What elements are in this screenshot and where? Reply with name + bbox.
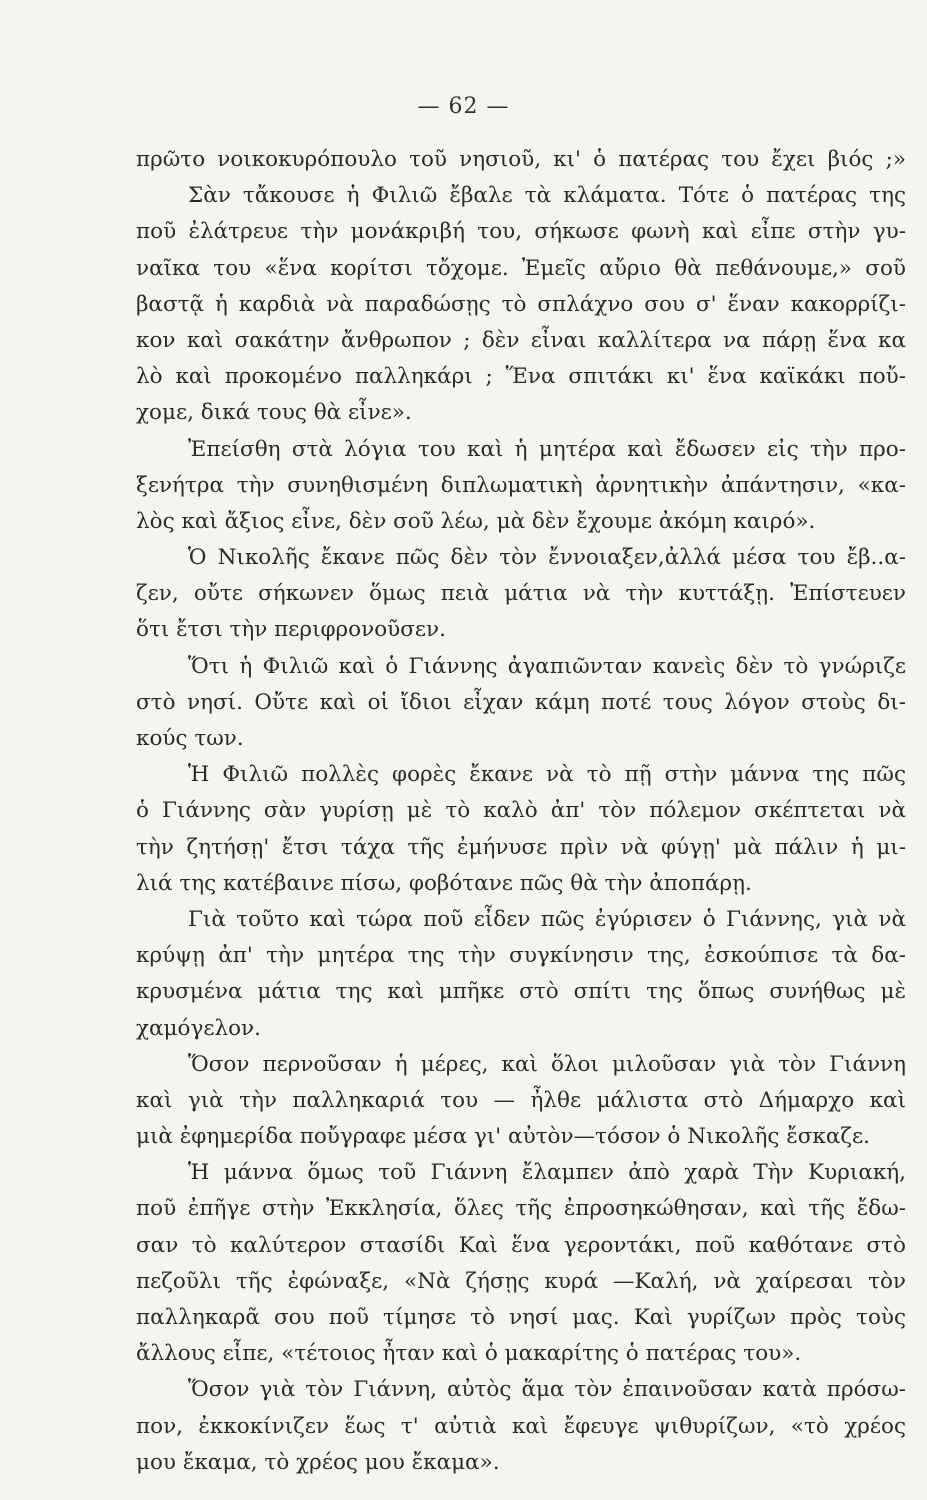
text-line: Σὰν τἄκουσε ἡ Φιλιῶ ἔβαλε τὰ κλάματα. Τότε ὁ πατέρας της (188, 183, 906, 209)
text-line: στὸ νησί. Οὔτε καὶ οἱ ἴδιοι εἶχαν κάμη ποτέ τους λόγον στοὺς δι- (136, 689, 906, 715)
text-line: ἄλλους εἶπε, «τέτοιος ἦταν καὶ ὁ μακαρίτης ὁ πατέρας του». (136, 1341, 802, 1367)
text-line: λὸ καὶ προκομένο παλληκάρι ; Ἕνα σπιτάκι κι' ἕνα καϊκάκι ποὔ- (136, 364, 906, 390)
text-line: ξενήτρα τὴν συνηθισμένη διπλωματικὴ ἀρνητικὴν ἀπάντησιν, «κα- (136, 472, 906, 498)
text-line: παλληκαρᾶ σου ποῦ τίμησε τὸ νησί μας. Καὶ γυρίζων πρὸς τοὺς (136, 1305, 906, 1330)
text-line: κούς των. (136, 726, 244, 751)
text-line: κρύψῃ ἀπ' τὴν μητέρα της τὴν συγκίνησιν της, ἐσκούπισε τὰ δα- (136, 943, 906, 969)
text-line: Ἡ μάννα ὅμως τοῦ Γιάννη ἔλαμπεν ἀπὸ χαρὰ Τὴν Κυριακή, (188, 1160, 906, 1186)
text-line: ποῦ ἐπῆγε στὴν Ἐκκλησία, ὅλες τῆς ἐπροσηκώθησαν, καὶ τῆς ἔδω- (136, 1196, 906, 1222)
text-line: βαστᾷ ἡ καρδιὰ νὰ παραδώσῃς τὸ σπλάχνο σου σ' ἕναν κακορρίζι- (136, 291, 906, 317)
text-line: μου ἔκαμα, τὸ χρέος μου ἔκαμα». (136, 1449, 500, 1475)
text-line: ναῖκα του «ἕνα κορίτσι τὄχομε. Ἐμεῖς αὔριο θὰ πεθάνουμε,» σοῦ (136, 255, 906, 281)
text-line: Γιὰ τοῦτο καὶ τώρα ποῦ εἶδεν πῶς ἐγύρισεν ὁ Γιάννης, γιὰ νὰ (188, 906, 906, 932)
body-text (136, 142, 906, 1481)
text-line: λιά της κατέβαινε πίσω, φοβότανε πῶς θὰ τὴν ἀποπάρῃ. (136, 870, 752, 896)
text-line: Ἐπείσθη στὰ λόγια του καὶ ἡ μητέρα καὶ ἔδωσεν εἰς τὴν προ- (188, 436, 906, 462)
text-line: Ὅτι ἡ Φιλιῶ καὶ ὁ Γιάννης ἀγαπιῶνταν κανεὶς δὲν τὸ γνώριζε (188, 653, 906, 679)
text-line: Ὅσον περνοῦσαν ἡ μέρες, καὶ ὅλοι μιλοῦσαν γιὰ τὸν Γιάννη (188, 1051, 906, 1077)
text-line: πρῶτο νοικοκυρόπουλο τοῦ νησιοῦ, κι' ὁ πατέρας του ἔχει βιός ;» (136, 147, 906, 172)
text-line: κον καὶ σακάτην ἄνθρωπον ; δὲν εἶναι καλλίτερα να πάρῃ ἕνα κα (136, 327, 906, 353)
text-line: Ἡ Φιλιῶ πολλὲς φορὲς ἔκανε νὰ τὸ πῇ στὴν μάννα της πῶς (188, 762, 906, 788)
text-line: ὁ Γιάννης σὰν γυρίσῃ μὲ τὸ καλὸ ἀπ' τὸν πόλεμον σκέπτεται νὰ (136, 798, 906, 824)
text-line: Ὅσον γιὰ τὸν Γιάννη, αὐτὸς ἅμα τὸν ἐπαινοῦσαν κατὰ πρόσω- (188, 1377, 906, 1403)
text-line: Ὁ Νικολῆς ἔκανε πῶς δὲν τὸν ἔννοιαξεν,ἀλλά μέσα του ἔβ..α- (188, 545, 906, 571)
text-line: ποῦ ἐλάτρευε τὴν μονάκριβή του, σήκωσε φωνὴ καὶ εἶπε στὴν γυ- (136, 219, 906, 245)
text-line: χαμόγελον. (136, 1015, 261, 1041)
text-line: πεζοῦλι τῆς ἐφώναξε, «Νὰ ζήσῃς κυρά —Καλή, νὰ χαίρεσαι τὸν (136, 1268, 906, 1294)
page-number: — 62 — (417, 94, 510, 119)
text-line: κρυσμένα μάτια της καὶ μπῆκε στὸ σπίτι της ὅπως συνήθως μὲ (136, 979, 906, 1005)
text-line: σαν τὸ καλύτερον στασίδι Καὶ ἕνα γεροντάκι, ποῦ καθότανε στὸ (136, 1232, 906, 1258)
text-line: λὸς καὶ ἄξιος εἶνε, δὲν σοῦ λέω, μὰ δὲν ἔχουμε ἀκόμη καιρό». (136, 508, 816, 534)
text-line: πον, ἐκκοκίνιζεν ἕως τ' αὐτιὰ καὶ ἔφευγε ψιθυρίζων, «τὸ χρέος (136, 1413, 906, 1439)
text-line: μιὰ ἐφημερίδα ποὔγραφε μέσα γι' αὐτὸν—τόσον ὁ Νικολῆς ἔσκαζε. (136, 1124, 870, 1150)
text-line: καὶ γιὰ τὴν παλληκαριά του — ἦλθε μάλιστα στὸ Δήμαρχο καὶ (136, 1087, 906, 1113)
text-line: ζεν, οὔτε σήκωνεν ὅμως πειὰ μάτια νὰ τὴν κυττάξῃ. Ἐπίστευεν (136, 581, 906, 607)
text-line: ὅτι ἔτσι τὴν περιφρονοῦσεν. (136, 617, 446, 643)
text-line: χομε, δικά τους θὰ εἶνε». (136, 400, 412, 426)
text-line: τὴν ζητήσῃ' ἔτσι τάχα τῆς ἐμήνυσε πρὶν νὰ φύγῃ' μὰ πάλιν ἡ μι- (136, 834, 906, 860)
